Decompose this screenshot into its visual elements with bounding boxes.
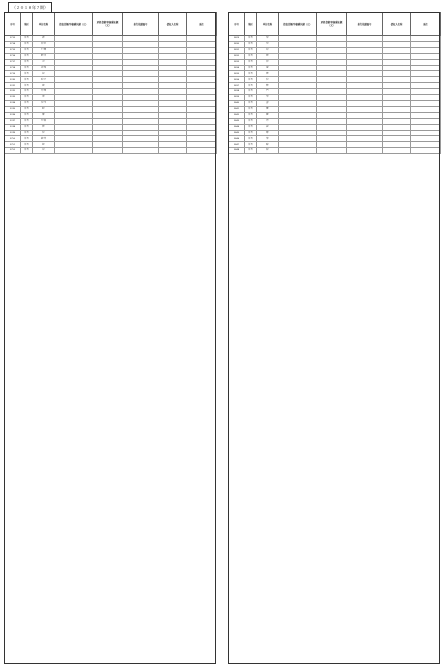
- col-header: 债权金额/审核确认额（元）: [279, 13, 317, 36]
- table-cell: 忻州: [245, 83, 257, 89]
- table-cell: 2734: [5, 41, 21, 47]
- table-cell: [93, 148, 123, 154]
- table-cell: [55, 148, 93, 154]
- col-header: 债权人名称: [383, 13, 411, 36]
- table-cell: 褚*: [33, 112, 55, 118]
- table-cell: 忻州: [21, 124, 33, 130]
- table-cell: 孔*: [257, 77, 279, 83]
- table-cell: 2751: [5, 142, 21, 148]
- table-cell: 韩*英: [33, 136, 55, 142]
- table-cell: 喻*: [257, 142, 279, 148]
- table-cell: 2744: [5, 100, 21, 106]
- table-cell: 2836: [229, 77, 245, 83]
- table-cell: 忻州: [245, 36, 257, 42]
- col-header: 地区: [21, 13, 33, 36]
- table-cell: 2739: [5, 71, 21, 77]
- table-cell: 忻州: [21, 53, 33, 59]
- table-cell: 2745: [5, 106, 21, 112]
- table-cell: 2839: [229, 95, 245, 101]
- col-header: 执行依据编号: [347, 13, 383, 36]
- table-cell: 2736: [5, 53, 21, 59]
- table-cell: 忻州: [245, 106, 257, 112]
- table-cell: [411, 148, 441, 154]
- table-cell: 李*: [33, 59, 55, 65]
- col-header: 备注: [187, 13, 217, 36]
- col-header: 单位名称: [257, 13, 279, 36]
- table-row: [229, 148, 441, 154]
- table-cell: 2741: [5, 83, 21, 89]
- table-cell: 忻州: [245, 118, 257, 124]
- table-cell: 2837: [229, 83, 245, 89]
- table-cell: 曹*: [257, 83, 279, 89]
- table-cell: 姜*: [257, 118, 279, 124]
- table-cell: 朱*: [33, 148, 55, 154]
- table-cell: 2846: [229, 136, 245, 142]
- table-cell: 蒋*: [33, 124, 55, 130]
- table-cell: 2752: [5, 148, 21, 154]
- table-cell: 忻州: [245, 142, 257, 148]
- col-header: 备注: [411, 13, 441, 36]
- table-cell: 忻州: [21, 47, 33, 53]
- left-table: [4, 12, 217, 154]
- table-cell: 忻州: [21, 112, 33, 118]
- right-table-panel: [228, 12, 440, 664]
- table-cell: 忻州: [21, 148, 33, 154]
- table-cell: 何*: [257, 53, 279, 59]
- table-cell: 陈*: [33, 106, 55, 112]
- table-cell: 2843: [229, 118, 245, 124]
- table-cell: 忻州: [245, 130, 257, 136]
- left-table-panel: [4, 12, 216, 664]
- table-cell: 2840: [229, 100, 245, 106]
- table-cell: 2738: [5, 65, 21, 71]
- table-cell: 杨*: [33, 142, 55, 148]
- table-cell: 2842: [229, 112, 245, 118]
- left-table-body: [5, 36, 217, 154]
- table-cell: [187, 148, 217, 154]
- table-cell: 忻州: [21, 83, 33, 89]
- table-cell: 张*: [257, 71, 279, 77]
- table-cell: 2847: [229, 142, 245, 148]
- right-table: [228, 12, 441, 154]
- col-header: 执行依据编号: [123, 13, 159, 36]
- table-cell: 忻州: [245, 112, 257, 118]
- table-cell: 忻州: [245, 77, 257, 83]
- table-cell: 忻州: [21, 65, 33, 71]
- table-cell: [347, 148, 383, 154]
- table-cell: 2735: [5, 47, 21, 53]
- table-cell: 2835: [229, 71, 245, 77]
- table-cell: 谢*: [257, 130, 279, 136]
- table-cell: 2829: [229, 36, 245, 42]
- table-cell: 王*辉: [33, 47, 55, 53]
- table-cell: 2834: [229, 65, 245, 71]
- table-cell: 2844: [229, 124, 245, 130]
- left-header-row: [5, 13, 217, 36]
- table-cell: 柏*: [257, 148, 279, 154]
- table-cell: 2743: [5, 95, 21, 101]
- col-header: 债权金额/审核确认额（元）: [55, 13, 93, 36]
- table-row: [5, 148, 217, 154]
- table-cell: 忻州: [21, 142, 33, 148]
- col-header: 序号: [5, 13, 21, 36]
- table-cell: 2838: [229, 89, 245, 95]
- table-cell: 2737: [5, 59, 21, 65]
- table-cell: 忻州: [245, 71, 257, 77]
- table-cell: 严*: [257, 89, 279, 95]
- table-cell: 魏*: [257, 106, 279, 112]
- page-label: （２０１８年７期）: [8, 2, 52, 13]
- col-header: 承担金额/审核确认额（元）: [317, 13, 347, 36]
- table-cell: 吴*明: [33, 89, 55, 95]
- table-cell: 孙*芳: [33, 77, 55, 83]
- table-cell: 2848: [229, 148, 245, 154]
- right-table-body: [229, 36, 441, 154]
- table-cell: 忻州: [21, 59, 33, 65]
- table-cell: [123, 148, 159, 154]
- table-cell: 忻州: [245, 124, 257, 130]
- table-cell: 忻州: [245, 95, 257, 101]
- table-cell: 周*: [33, 83, 55, 89]
- table-cell: 忻州: [21, 77, 33, 83]
- table-cell: 忻州: [245, 148, 257, 154]
- right-header-row: [229, 13, 441, 36]
- table-cell: 邹*: [257, 136, 279, 142]
- table-cell: 2831: [229, 47, 245, 53]
- table-cell: 忻州: [21, 71, 33, 77]
- table-cell: 戚*: [257, 124, 279, 130]
- table-cell: 忻州: [245, 59, 257, 65]
- table-cell: 忻州: [245, 89, 257, 95]
- table-cell: 吕*: [257, 59, 279, 65]
- table-cell: 冯*华: [33, 100, 55, 106]
- table-cell: 2832: [229, 53, 245, 59]
- table-cell: 忻州: [21, 36, 33, 42]
- table-cell: [317, 148, 347, 154]
- table-cell: 忻州: [21, 95, 33, 101]
- table-cell: 2748: [5, 124, 21, 130]
- table-cell: 忻州: [245, 136, 257, 142]
- table-cell: 忻州: [21, 100, 33, 106]
- table-cell: 忻州: [21, 89, 33, 95]
- table-cell: 2750: [5, 136, 21, 142]
- col-header: 债权人名称: [159, 13, 187, 36]
- table-cell: 忻州: [21, 118, 33, 124]
- table-cell: 许*: [257, 47, 279, 53]
- table-cell: 2733: [5, 36, 21, 42]
- table-cell: 忻州: [21, 136, 33, 142]
- table-cell: 刘*军: [33, 65, 55, 71]
- table-cell: 张*平: [33, 53, 55, 59]
- table-cell: 2749: [5, 130, 21, 136]
- table-cell: 2833: [229, 59, 245, 65]
- table-cell: 2830: [229, 41, 245, 47]
- col-header: 地区: [245, 13, 257, 36]
- table-cell: 吕*红: [33, 41, 55, 47]
- table-cell: 尤*: [257, 41, 279, 47]
- table-cell: 卫*强: [33, 118, 55, 124]
- col-header: 序号: [229, 13, 245, 36]
- table-cell: 忻州: [245, 65, 257, 71]
- table-cell: 忻州: [245, 41, 257, 47]
- col-header: 承担金额/审核确认额（元）: [93, 13, 123, 36]
- table-cell: 2746: [5, 112, 21, 118]
- table-cell: 施*: [257, 65, 279, 71]
- table-cell: 忻州: [21, 41, 33, 47]
- col-header: 单位名称: [33, 13, 55, 36]
- table-cell: 忻州: [21, 106, 33, 112]
- table-cell: [159, 148, 187, 154]
- table-cell: 2740: [5, 77, 21, 83]
- table-cell: [279, 148, 317, 154]
- table-cell: 秦*: [257, 36, 279, 42]
- table-cell: 陶*: [257, 112, 279, 118]
- table-cell: 忻州: [245, 53, 257, 59]
- table-cell: 2845: [229, 130, 245, 136]
- table-cell: 忻州: [245, 100, 257, 106]
- table-cell: 华*: [257, 95, 279, 101]
- table-cell: [383, 148, 411, 154]
- table-cell: 忻州: [245, 47, 257, 53]
- table-cell: 郝*: [33, 36, 55, 42]
- table-cell: 2742: [5, 89, 21, 95]
- table-cell: 2747: [5, 118, 21, 124]
- table-cell: 2841: [229, 106, 245, 112]
- table-cell: 金*: [257, 100, 279, 106]
- table-cell: 沈*: [33, 130, 55, 136]
- table-cell: 郑*: [33, 95, 55, 101]
- table-cell: 忻州: [21, 130, 33, 136]
- table-cell: 赵*: [33, 71, 55, 77]
